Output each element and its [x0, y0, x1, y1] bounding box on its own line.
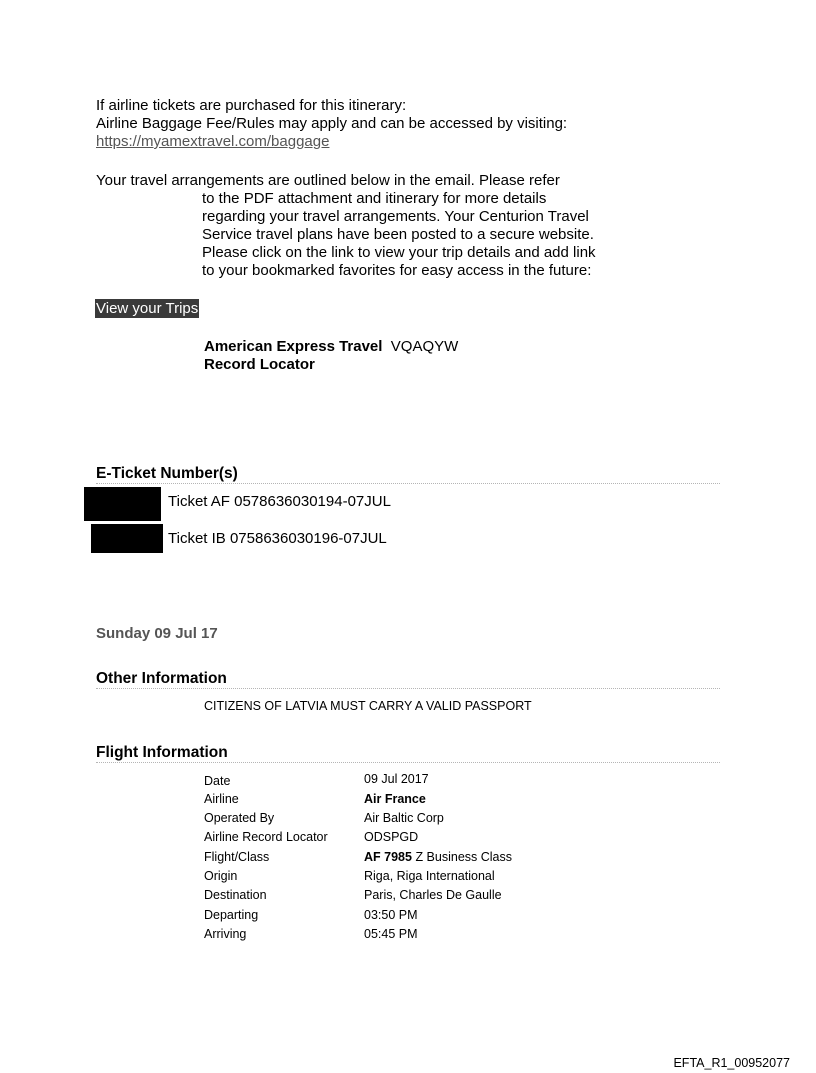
flight-label: Operated By — [204, 811, 275, 825]
arrangements-line-1: Your travel arrangements are outlined below in the email. Please refer — [96, 172, 560, 189]
flight-value: 05:45 PM — [364, 927, 418, 941]
other-info-text: CITIZENS OF LATVIA MUST CARRY A VALID PASSPORT — [204, 699, 532, 713]
flight-label: Flight/Class — [204, 850, 270, 864]
flight-info-divider — [96, 762, 720, 763]
arrangements-line-3: regarding your travel arrangements. Your Centurion Travel — [202, 208, 589, 225]
flight-row-departing — [0, 908, 816, 927]
eticket-divider — [96, 483, 720, 484]
flight-row-operated-by — [0, 811, 816, 830]
flight-info-title: Flight Information — [96, 744, 228, 761]
flight-row-date — [0, 772, 816, 791]
other-info-divider — [96, 688, 720, 689]
record-locator-code: VQAQYW — [390, 338, 459, 355]
flight-label: Departing — [204, 908, 259, 922]
flight-value-class — [364, 850, 512, 864]
ticket-line-2: Ticket IB 0758636030196-07JUL — [168, 530, 387, 547]
flight-label: Arriving — [204, 927, 247, 941]
baggage-link[interactable]: https://myamextravel.com/baggage — [96, 133, 330, 150]
flight-label: Airline Record Locator — [204, 830, 328, 844]
baggage-intro-line1: If airline tickets are purchased for this itinerary: — [96, 97, 407, 114]
view-trips-button[interactable]: View your Trips — [96, 300, 199, 317]
flight-row-arriving — [0, 927, 816, 946]
flight-row-destination — [0, 888, 816, 907]
document-id: EFTA_R1_00952077 — [673, 1056, 790, 1070]
day-heading: Sunday 09 Jul 17 — [96, 625, 218, 642]
flight-value-airline: Air France — [364, 792, 426, 806]
eticket-section-title: E-Ticket Number(s) — [96, 465, 238, 482]
flight-value: Air Baltic Corp — [364, 811, 444, 825]
arrangements-line-2: to the PDF attachment and itinerary for more details — [202, 190, 547, 207]
flight-class: Z Business Class — [415, 850, 512, 864]
flight-value: Paris, Charles De Gaulle — [364, 888, 502, 902]
baggage-intro-line2: Airline Baggage Fee/Rules may apply and can be accessed by visiting: — [96, 115, 568, 132]
flight-label: Origin — [204, 869, 238, 883]
record-label-line2: Record Locator — [204, 356, 315, 373]
flight-value: ODSPGD — [364, 830, 419, 844]
flight-label: Destination — [204, 888, 267, 902]
arrangements-line-4: Service travel plans have been posted to a secure website. — [202, 226, 594, 243]
redaction-box — [84, 487, 161, 521]
flight-label: Date — [204, 774, 231, 788]
arrangements-line-5: Please click on the link to view your trip details and add link — [202, 244, 596, 261]
record-label-line1: American Express Travel — [204, 338, 383, 355]
flight-row-origin — [0, 869, 816, 888]
record-locator-block — [204, 338, 458, 356]
flight-label: Airline — [204, 792, 239, 806]
other-info-title: Other Information — [96, 670, 227, 687]
flight-row-airline — [0, 792, 816, 811]
redaction-box — [91, 524, 163, 553]
flight-value: 03:50 PM — [364, 908, 418, 922]
flight-value: 09 Jul 2017 — [364, 772, 429, 786]
flight-row-flight-class — [0, 850, 816, 869]
flight-number: AF 7985 — [364, 850, 412, 864]
arrangements-line-6: to your bookmarked favorites for easy access in the future: — [202, 262, 592, 279]
flight-value: Riga, Riga International — [364, 869, 495, 883]
ticket-line-1: Ticket AF 0578636030194-07JUL — [168, 493, 391, 510]
flight-row-record-locator — [0, 830, 816, 849]
